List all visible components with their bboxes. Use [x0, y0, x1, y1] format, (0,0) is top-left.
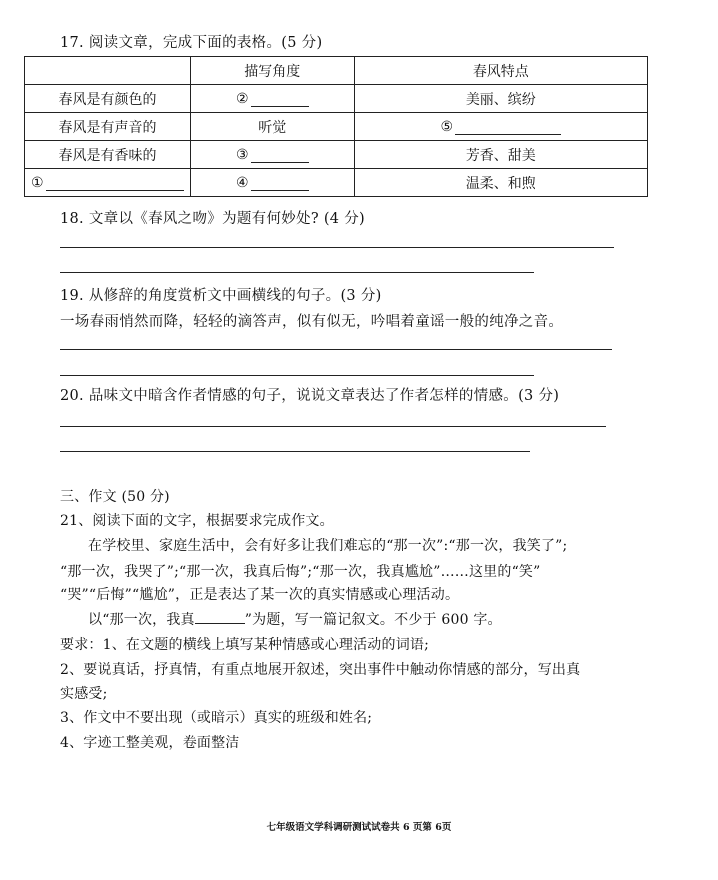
table-header-cell: 描写角度	[190, 57, 354, 85]
title-blank[interactable]	[195, 611, 245, 624]
requirement-item: 4、字迹工整美观，卷面整洁	[60, 735, 240, 751]
section-heading: 三、作文 (50 分)	[60, 489, 170, 505]
table-cell	[190, 85, 354, 113]
table-header-cell: 春风特点	[354, 57, 647, 85]
q21-paragraph: “那一次，我哭了”;“那一次，我真后悔”;“那一次，我真尴尬”……这里的“笑”	[60, 564, 541, 580]
table-row	[25, 113, 648, 141]
table-cell	[25, 169, 191, 197]
blank-mark: ⑤	[440, 118, 454, 135]
answer-line[interactable]	[60, 349, 612, 350]
answer-blank-2[interactable]	[251, 92, 309, 107]
table-cell: 春风是有香味的	[25, 141, 191, 169]
answer-line[interactable]	[60, 426, 606, 427]
table-cell: 春风是有颜色的	[25, 85, 191, 113]
title-suffix: ”为题，写一篇记叙文。不少于 600 字。	[244, 612, 502, 628]
q21-title-instruction	[88, 609, 502, 629]
requirement-item: 3、作文中不要出现（或暗示）真实的班级和姓名;	[60, 710, 373, 726]
q17-prompt: 17. 阅读文章，完成下面的表格。(5 分)	[60, 35, 323, 51]
table-cell	[354, 113, 647, 141]
answer-blank-5[interactable]	[455, 120, 561, 135]
page-footer: 七年级语文学科调研测试试卷共 6 页第 6页	[266, 822, 452, 833]
title-prefix: 以“那一次，我真	[88, 612, 195, 628]
answer-blank-1[interactable]	[46, 176, 184, 191]
table-cell: 芳香、甜美	[354, 141, 647, 169]
answer-line[interactable]	[60, 272, 534, 273]
table-cell: 春风是有声音的	[25, 113, 191, 141]
answer-line[interactable]	[60, 451, 530, 452]
table-row	[25, 85, 648, 113]
table-row	[25, 141, 648, 169]
blank-mark: ④	[236, 174, 249, 191]
requirement-item: 要求：1、在文题的横线上填写某种情感或心理活动的词语;	[60, 637, 430, 653]
q19-prompt: 19. 从修辞的角度赏析文中画横线的句子。(3 分)	[60, 288, 382, 304]
q21-prompt: 21、阅读下面的文字，根据要求完成作文。	[60, 513, 334, 529]
q21-paragraph: “哭”“后悔”“尴尬”，正是表达了某一次的真实情感或心理活动。	[60, 587, 460, 603]
table-cell: 听觉	[190, 113, 354, 141]
table-cell	[190, 141, 354, 169]
answer-blank-3[interactable]	[251, 148, 309, 163]
answer-line[interactable]	[60, 375, 534, 376]
table-cell: 温柔、和煦	[354, 169, 647, 197]
q17-table	[24, 56, 648, 197]
table-cell	[190, 169, 354, 197]
requirement-item: 实感受;	[60, 686, 108, 702]
answer-blank-4[interactable]	[251, 176, 309, 191]
answer-line[interactable]	[60, 247, 614, 248]
table-header-cell	[25, 57, 191, 85]
q18-prompt: 18. 文章以《春风之吻》为题有何妙处? (4 分)	[60, 211, 365, 227]
table-header-row	[25, 57, 648, 85]
blank-mark: ①	[31, 174, 44, 191]
requirement-item: 2、要说真话，抒真情，有重点地展开叙述，突出事件中触动你情感的部分，写出真	[60, 662, 581, 678]
table-cell: 美丽、缤纷	[354, 85, 647, 113]
q21-paragraph: 在学校里、家庭生活中，会有好多让我们难忘的“那一次”:“那一次，我笑了”;	[88, 538, 568, 554]
q19-sentence: 一场春雨悄然而降，轻轻的滴答声，似有似无，吟唱着童谣一般的纯净之音。	[60, 314, 564, 330]
table-row	[25, 169, 648, 197]
q20-prompt: 20. 品味文中暗含作者情感的句子，说说文章表达了作者怎样的情感。(3 分)	[60, 388, 560, 404]
blank-mark: ②	[236, 90, 249, 107]
blank-mark: ③	[236, 146, 249, 163]
